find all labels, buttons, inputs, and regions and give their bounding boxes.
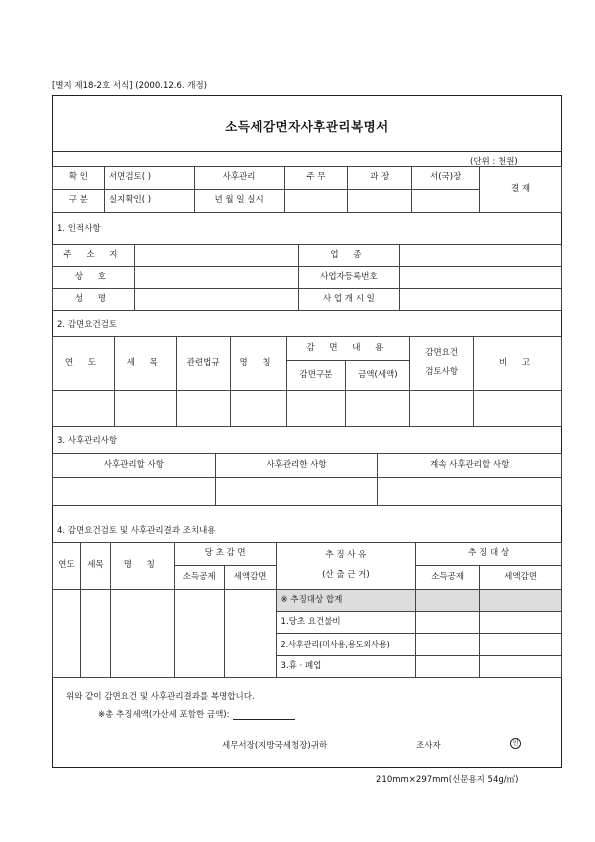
reason-1-tax-credit[interactable] <box>480 612 562 634</box>
total-tax-credit-cell[interactable] <box>480 590 562 612</box>
staff-label: 주 무 <box>284 167 348 190</box>
paper-spec: 210mm×297mm(신문용지 54g/㎡) <box>376 775 519 785</box>
target-header: 추 징 대 상 <box>416 543 562 566</box>
note-cell[interactable] <box>474 391 562 427</box>
law-cell[interactable] <box>176 391 230 427</box>
year-header: 연도 <box>53 543 81 590</box>
director-label: 서(국)장 <box>412 167 480 190</box>
total-tax-label: ※총 추징세액(가산세 포함한 금액): <box>98 710 230 720</box>
field-check[interactable]: 실지확인( ) <box>104 190 194 213</box>
address-label: 주 소 지 <box>53 245 135 267</box>
reason-2-label: 2.사후관리(미사용,용도외사용) <box>276 634 416 656</box>
name-cell[interactable] <box>110 590 174 678</box>
name-cell[interactable] <box>230 391 286 427</box>
confirm-label: 확 인 <box>53 167 105 190</box>
reduction-type-header: 감면구분 <box>286 361 346 391</box>
tax-item-header: 세목 <box>80 543 110 590</box>
section1-title: 1. 인적사항 <box>57 224 101 234</box>
law-header: 관련법규 <box>176 337 230 391</box>
req-check-cell[interactable] <box>410 391 474 427</box>
investigator-label: 조사자 <box>416 741 441 751</box>
unit-label: (단위 : 천원) <box>470 157 518 167</box>
year-cell[interactable] <box>53 391 115 427</box>
reason-3-tax-credit[interactable] <box>480 656 562 678</box>
orig-tax-credit-header: 세액감면 <box>224 566 276 590</box>
chief-sign[interactable] <box>348 190 412 213</box>
orig-reduction-header: 당 초 감 면 <box>174 543 276 566</box>
orig-income-tax-cell[interactable] <box>174 590 224 678</box>
section2-title: 2. 감면요건검토 <box>57 320 118 330</box>
staff-sign[interactable] <box>284 190 348 213</box>
doc-review-check[interactable]: 서면검토( ) <box>104 167 194 190</box>
approval-table <box>52 166 562 213</box>
director-sign[interactable] <box>412 190 480 213</box>
to-manage-header: 사후관리할 사항 <box>53 454 216 478</box>
approve-label: 결 재 <box>480 167 562 213</box>
amount-cell[interactable] <box>346 391 410 427</box>
seal-mark: 인 <box>510 738 521 749</box>
form-reference: [별지 제18-2호 서식] (2000.12.6. 개정) <box>52 81 208 91</box>
target-income-tax-header: 소득공제 <box>416 566 480 590</box>
total-tax-line <box>98 708 295 720</box>
continue-manage-header: 계속 사후관리할 사항 <box>378 454 562 478</box>
reason-1-income-tax[interactable] <box>416 612 480 634</box>
biz-no-label: 사업자등록번호 <box>298 267 400 289</box>
note-header: 비 고 <box>474 337 562 391</box>
industry-field[interactable] <box>400 245 562 267</box>
chief-label: 과 장 <box>348 167 412 190</box>
post-mgmt-label: 사후관리 <box>194 167 284 190</box>
post-mgmt-table <box>52 453 562 506</box>
managed-header: 사후관리한 사항 <box>215 454 378 478</box>
title-divider <box>52 151 562 152</box>
type-label: 구 분 <box>53 190 105 213</box>
year-cell[interactable] <box>53 590 81 678</box>
reason-3-income-tax[interactable] <box>416 656 480 678</box>
name-field[interactable] <box>134 289 298 311</box>
section3-title: 3. 사후관리사항 <box>57 436 118 446</box>
seal-icon[interactable] <box>510 738 521 749</box>
name-header: 명 칭 <box>110 543 174 590</box>
req-check-header: 감면요건 검토사항 <box>410 337 474 391</box>
start-date-field[interactable] <box>400 289 562 311</box>
reduction-type-cell[interactable] <box>286 391 346 427</box>
reduction-header: 감 면 내 용 <box>286 337 410 361</box>
recipient: 세무서장(지방국세청장)귀하 <box>222 741 328 751</box>
managed-cell[interactable] <box>215 478 378 506</box>
reason-3-label: 3.휴 · 폐업 <box>276 656 416 678</box>
company-label: 상 호 <box>53 267 135 289</box>
to-manage-cell[interactable] <box>53 478 216 506</box>
tax-item-cell[interactable] <box>114 391 176 427</box>
total-income-tax-cell[interactable] <box>416 590 480 612</box>
start-date-label: 사 업 개 시 일 <box>298 289 400 311</box>
date-done-label: 년 월 일 실시 <box>194 190 284 213</box>
name-header: 명 칭 <box>230 337 286 391</box>
tax-item-cell[interactable] <box>80 590 110 678</box>
reason-2-tax-credit[interactable] <box>480 634 562 656</box>
company-field[interactable] <box>134 267 298 289</box>
year-header: 연 도 <box>53 337 115 391</box>
form-title: 소득세감면자사후관리복명서 <box>225 119 389 134</box>
amount-header: 금액(세액) <box>346 361 410 391</box>
personal-info-table <box>52 244 562 311</box>
biz-no-field[interactable] <box>400 267 562 289</box>
total-row-label: ※ 추징대상 합계 <box>276 590 416 612</box>
orig-income-tax-header: 소득공제 <box>174 566 224 590</box>
address-field[interactable] <box>134 245 298 267</box>
reason-1-label: 1.당초 요건불비 <box>276 612 416 634</box>
action-table <box>52 542 562 678</box>
orig-tax-credit-cell[interactable] <box>224 590 276 678</box>
report-statement: 위와 같이 감면요건 및 사후관리결과를 복명합니다. <box>66 692 255 702</box>
reason-header: 추 징 사 유 (산 출 근 거) <box>276 543 416 590</box>
total-tax-field[interactable] <box>233 710 295 720</box>
section4-title: 4. 감면요건검토 및 사후관리결과 조치내용 <box>57 526 216 536</box>
name-label: 성 명 <box>53 289 135 311</box>
reason-2-income-tax[interactable] <box>416 634 480 656</box>
reduction-review-table <box>52 336 562 427</box>
target-tax-credit-header: 세액감면 <box>480 566 562 590</box>
industry-label: 업 종 <box>298 245 400 267</box>
tax-item-header: 세 목 <box>114 337 176 391</box>
continue-manage-cell[interactable] <box>378 478 562 506</box>
